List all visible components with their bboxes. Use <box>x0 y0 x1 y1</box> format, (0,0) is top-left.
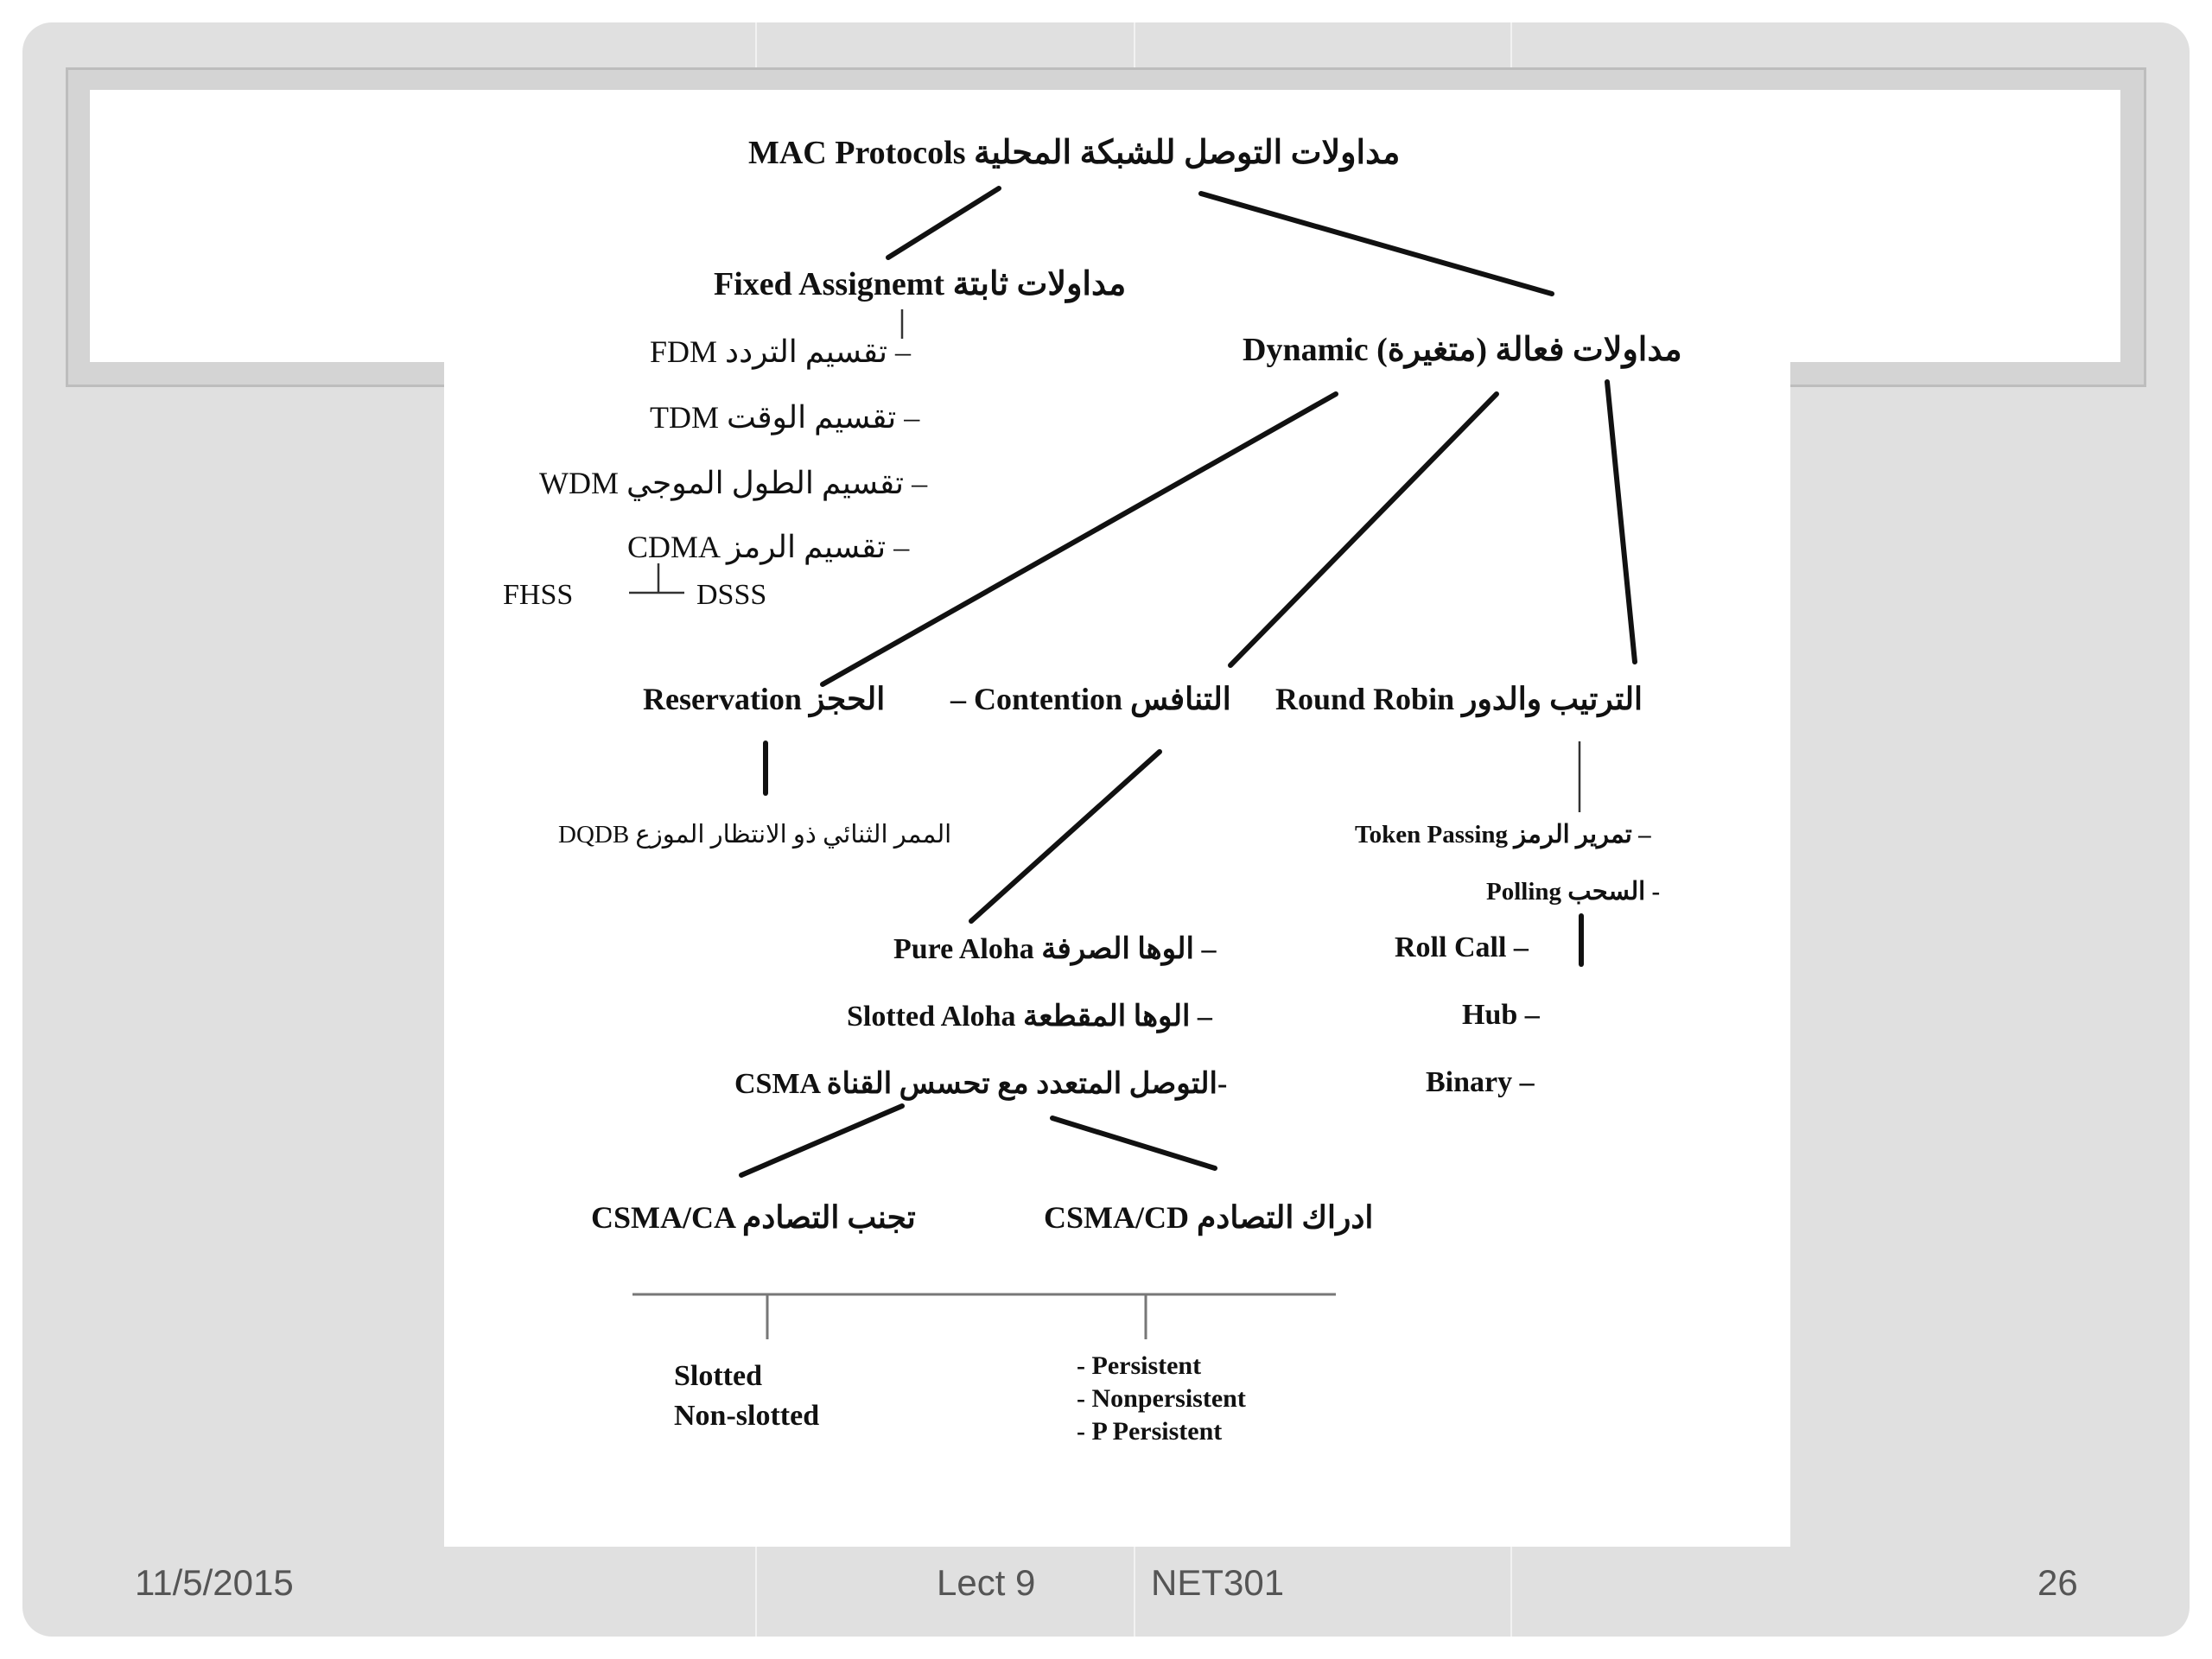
csma-item: CSMA التوصل المتعدد مع تحسس القناة- <box>734 1068 1228 1100</box>
csma-cd-node: CSMA/CD ادراك التصادم <box>1044 1200 1374 1235</box>
dynamic-node: Dynamic (متغيرة) مداولات فعالة <box>1243 332 1682 368</box>
contention-node: – Contention التنافس <box>950 682 1231 716</box>
edge-root-dynamic <box>1201 194 1552 294</box>
slotted-label: Slotted <box>674 1360 762 1392</box>
round-robin-node: Round Robin الترتيب والدور <box>1275 682 1643 716</box>
footer-lecture: Lect 9 <box>937 1562 1036 1603</box>
csma-ca-node: CSMA/CA تجنب التصادم <box>591 1200 916 1235</box>
dsss-item: DSSS <box>696 579 767 611</box>
fixed-assignment-node: Fixed Assignemt مداولات ثابتة <box>714 266 1127 302</box>
footer-course: NET301 <box>1151 1562 1285 1603</box>
tdm-item: TDM تقسيم الوقت – <box>650 400 920 435</box>
footer-page-number: 26 <box>2037 1562 2078 1603</box>
cdma-item: CDMA تقسيم الرمز – <box>627 530 910 564</box>
nonpersistent-label: - Nonpersistent <box>1077 1384 1246 1413</box>
edge-dynamic-contention <box>1230 394 1497 665</box>
root-node: MAC Protocols مداولات التوصل للشبكة المحلية <box>748 135 1401 171</box>
p-persistent-label: - P Persistent <box>1077 1417 1223 1446</box>
reservation-node: Reservation الحجز <box>643 682 886 716</box>
edge-csma-ca <box>741 1106 902 1175</box>
wdm-item: WDM تقسيم الطول الموجي – <box>539 466 928 500</box>
edge-csma-cd <box>1052 1118 1215 1168</box>
pure-aloha-item: Pure Aloha الوها الصرفة – <box>893 933 1217 965</box>
edge-contention-aloha <box>971 752 1160 921</box>
edge-root-fixed <box>888 188 999 257</box>
binary-item: Binary – <box>1426 1066 1535 1098</box>
persistent-label: - Persistent <box>1077 1351 1202 1380</box>
fdm-item: FDM تقسيم التردد – <box>650 334 911 369</box>
fhss-item: FHSS <box>503 579 574 611</box>
dqdb-item: DQDB الممر الثنائي ذو الانتظار الموزع <box>558 821 952 849</box>
edge-dynamic-roundrobin <box>1607 382 1635 662</box>
non-slotted-label: Non-slotted <box>674 1400 820 1432</box>
roll-call-item: Roll Call – <box>1395 931 1529 963</box>
hub-item: Hub – <box>1462 999 1540 1031</box>
footer-date: 11/5/2015 <box>135 1562 294 1603</box>
polling-item: Polling السحب - <box>1486 878 1661 906</box>
token-passing-item: Token Passing تمرير الرمز – <box>1355 821 1651 849</box>
slotted-aloha-item: Slotted Aloha الوها المقطعة – <box>847 1001 1212 1033</box>
